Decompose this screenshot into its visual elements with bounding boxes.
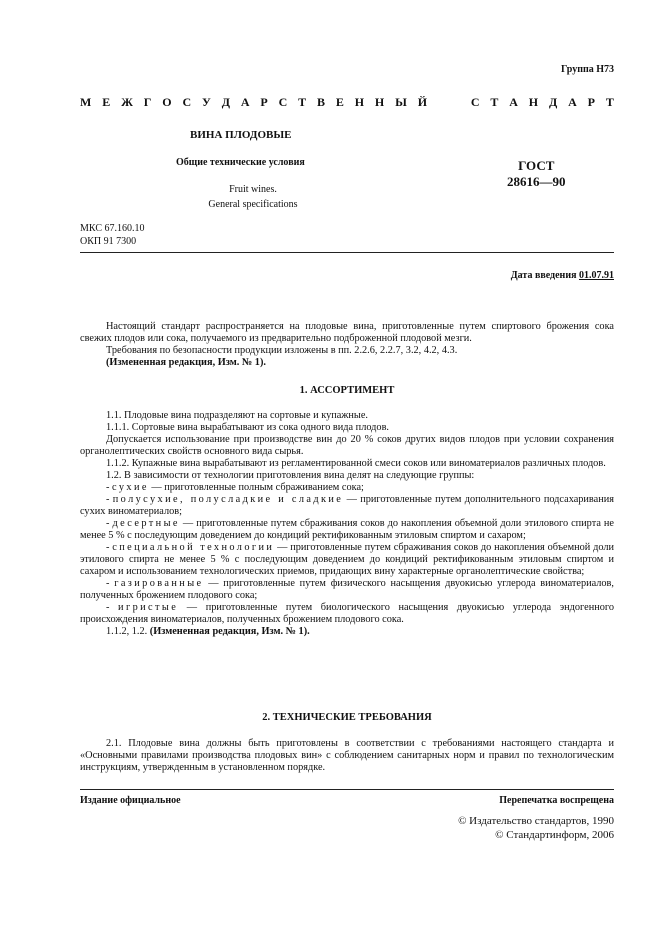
banner-letter: Р bbox=[587, 95, 595, 109]
banner-letter: А bbox=[240, 95, 250, 109]
section-1-amendment bbox=[80, 626, 614, 638]
intro bbox=[80, 321, 614, 369]
banner-letter: Г bbox=[143, 95, 152, 109]
copyright-line-1: © Издательство стандартов, 1990 bbox=[458, 815, 614, 827]
banner-letter: Н bbox=[354, 95, 365, 109]
banner-letter: Т bbox=[490, 95, 499, 109]
banner-letter: А bbox=[509, 95, 518, 109]
date-label: Дата введения bbox=[510, 270, 577, 281]
term-dessert: десертные bbox=[112, 518, 180, 529]
copyright-line-2: © Стандартинформ, 2006 bbox=[495, 829, 614, 841]
text-sparkling: — приготовленные путем биологического насыщения двуокисью углерода эндогенного происхождения виноматериалов, полученных брожением плодового сока. bbox=[80, 602, 614, 625]
banner-letter: Д bbox=[221, 95, 230, 109]
text-semi: — приготовленные путем дополнительного подсахаривания сухих виноматериалов; bbox=[80, 494, 614, 517]
banner-letter: Т bbox=[298, 95, 307, 109]
section-1-heading: 1. АССОРТИМЕНТ bbox=[299, 385, 395, 396]
banner-letter: Е bbox=[102, 95, 111, 109]
classification-codes bbox=[80, 222, 144, 248]
banner-letter: Е bbox=[335, 95, 344, 109]
clause-1-2: 1.2. В зависимости от технологии приготовления вина делят на следующие группы: bbox=[106, 470, 475, 481]
clause-1-1-1-note: Допускается использование при производстве вин до 20 % соков других видов плодов при условии сохранения органолептических свойств основного вида сырья. bbox=[80, 434, 614, 457]
term-dry: сухие bbox=[112, 482, 149, 493]
banner-letter: Т bbox=[605, 95, 614, 109]
section-2-body bbox=[80, 738, 614, 774]
header-divider bbox=[80, 252, 614, 253]
banner-gap bbox=[438, 95, 460, 110]
english-title-line1: Fruit wines. bbox=[229, 184, 277, 195]
intro-safety: Требования по безопасности продукции изложены в пп. 2.2.6, 2.2.7, 3.2, 4.2, 4.3. bbox=[106, 345, 458, 356]
banner-letter: М bbox=[80, 95, 92, 109]
section-2-heading: 2. ТЕХНИЧЕСКИЕ ТРЕБОВАНИЯ bbox=[262, 712, 432, 723]
intro-paragraph: Настоящий стандарт распространяется на плодовые вина, приготовленные путем спиртового брожения сока свежих плодов или сока, получаемого из предварительно подброженной плодовой мезги. bbox=[80, 321, 614, 344]
english-title-line2: General specifications bbox=[208, 199, 298, 210]
group-dry: - сухие — приготовленные полным сбраживанием сока; bbox=[106, 482, 364, 493]
group-dessert: - десертные — приготовленные путем сбраживания соков до накопления объемной доли этилового спирта не менее 5 % с последующим доведением до кондиций ректификованным этиловым спиртом и сахаром; bbox=[80, 518, 614, 541]
amendment-text: (Измененная редакция, Изм. № 1). bbox=[149, 626, 310, 637]
effective-date bbox=[511, 270, 614, 281]
text-dessert: — приготовленные путем сбраживания соков до накопления объемной доли этилового спирта не менее 5 % с последующим доведением до кондиций ректификованным этиловым спиртом и сахаром; bbox=[80, 518, 614, 541]
group-code: Группа Н73 bbox=[561, 64, 614, 75]
banner-letter: Д bbox=[548, 95, 558, 109]
clause-1-1-2: 1.1.2. Купажные вина вырабатывают из регламентированной смеси соков или виноматериалов различных плодов. bbox=[106, 458, 606, 469]
english-title bbox=[160, 182, 346, 212]
banner-letter: У bbox=[202, 95, 211, 109]
clause-1-1: 1.1. Плодовые вина подразделяют на сортовые и купажные. bbox=[106, 410, 368, 421]
gost-number: 28616—90 bbox=[507, 174, 566, 189]
official-edition: Издание официальное bbox=[80, 795, 181, 806]
reprint-notice: Перепечатка воспрещена bbox=[499, 795, 614, 806]
amendment-ref: 1.1.2, 1.2. bbox=[106, 626, 148, 637]
group-gas: - газированные — приготовленные путем физического насыщения двуокисью углерода виноматериалов, полученных брожением плодового сока; bbox=[80, 578, 614, 601]
banner-letter: В bbox=[316, 95, 325, 109]
document-subtitle: Общие технические условия bbox=[176, 157, 305, 168]
document-title: ВИНА ПЛОДОВЫЕ bbox=[190, 129, 292, 141]
date-value: 01.07.91 bbox=[579, 270, 614, 281]
mks-code: МКС 67.160.10 bbox=[80, 223, 145, 234]
term-special: специальной технологии bbox=[112, 542, 275, 553]
footer-divider bbox=[80, 789, 614, 790]
copyright bbox=[458, 814, 614, 842]
banner-letter: Н bbox=[528, 95, 539, 109]
okp-code: ОКП 91 7300 bbox=[80, 236, 137, 247]
clause-1-1-1: 1.1.1. Сортовые вина вырабатывают из сока одного вида плодов. bbox=[106, 422, 390, 433]
intro-amendment: (Измененная редакция, Изм. № 1). bbox=[106, 357, 266, 368]
gost-label: ГОСТ bbox=[518, 158, 555, 173]
banner-letter: О bbox=[162, 95, 172, 109]
section-1-body bbox=[80, 410, 614, 638]
banner-letter: С bbox=[182, 95, 192, 109]
banner-letter: Ж bbox=[121, 95, 133, 109]
text-dry: — приготовленные полным сбраживанием сока; bbox=[148, 482, 364, 493]
group-special: - специальной технологии — приготовленные путем сбраживания соков до накопления объемной доли этилового спирта не менее 5 % с последующим доведением до кондиций ректификованным этиловым спиртом и сахаром и использованием технологических приемов, придающих вину характерные органолептические свойства; bbox=[80, 542, 614, 577]
banner-letter: С bbox=[278, 95, 288, 109]
term-gas: газированные bbox=[114, 578, 204, 589]
term-semi: полусухие, полусладкие и сладкие bbox=[112, 494, 344, 505]
banner-letter: Ы bbox=[395, 95, 407, 109]
term-sparkling: игристые bbox=[118, 602, 179, 613]
group-semi: - полусухие, полусладкие и сладкие — приготовленные путем дополнительного подсахаривания сухих виноматериалов; bbox=[80, 494, 614, 517]
group-sparkling: - игристые — приготовленные путем биологического насыщения двуокисью углерода эндогенного происхождения виноматериалов, полученных брожением плодового сока. bbox=[80, 602, 614, 625]
interstate-standard-banner bbox=[80, 95, 614, 110]
banner-letter: Й bbox=[417, 95, 428, 109]
banner-letter: А bbox=[568, 95, 577, 109]
banner-letter: Н bbox=[374, 95, 385, 109]
banner-letter: Р bbox=[260, 95, 268, 109]
clause-2-1: 2.1. Плодовые вина должны быть приготовлены в соответствии с требованиями настоящего стандарта и «Основными правилами производства плодовых вин» с соблюдением санитарных норм и правил по технологическим инструкциям, утвержденным в установленном порядке. bbox=[80, 738, 614, 773]
text-special: — приготовленные путем сбраживания соков до накопления объемной доли этилового спирта не менее 5 % с последующим доведением до кондиций ректификованным этиловым спиртом и сахаром и использованием технологических приемов, придающих вину характерные органолептические свойства; bbox=[80, 542, 614, 577]
text-gas: — приготовленные путем физического насыщения двуокисью углерода виноматериалов, полученных брожением плодового сока; bbox=[80, 578, 614, 601]
banner-letter: С bbox=[470, 95, 480, 109]
gost-block bbox=[507, 158, 566, 190]
